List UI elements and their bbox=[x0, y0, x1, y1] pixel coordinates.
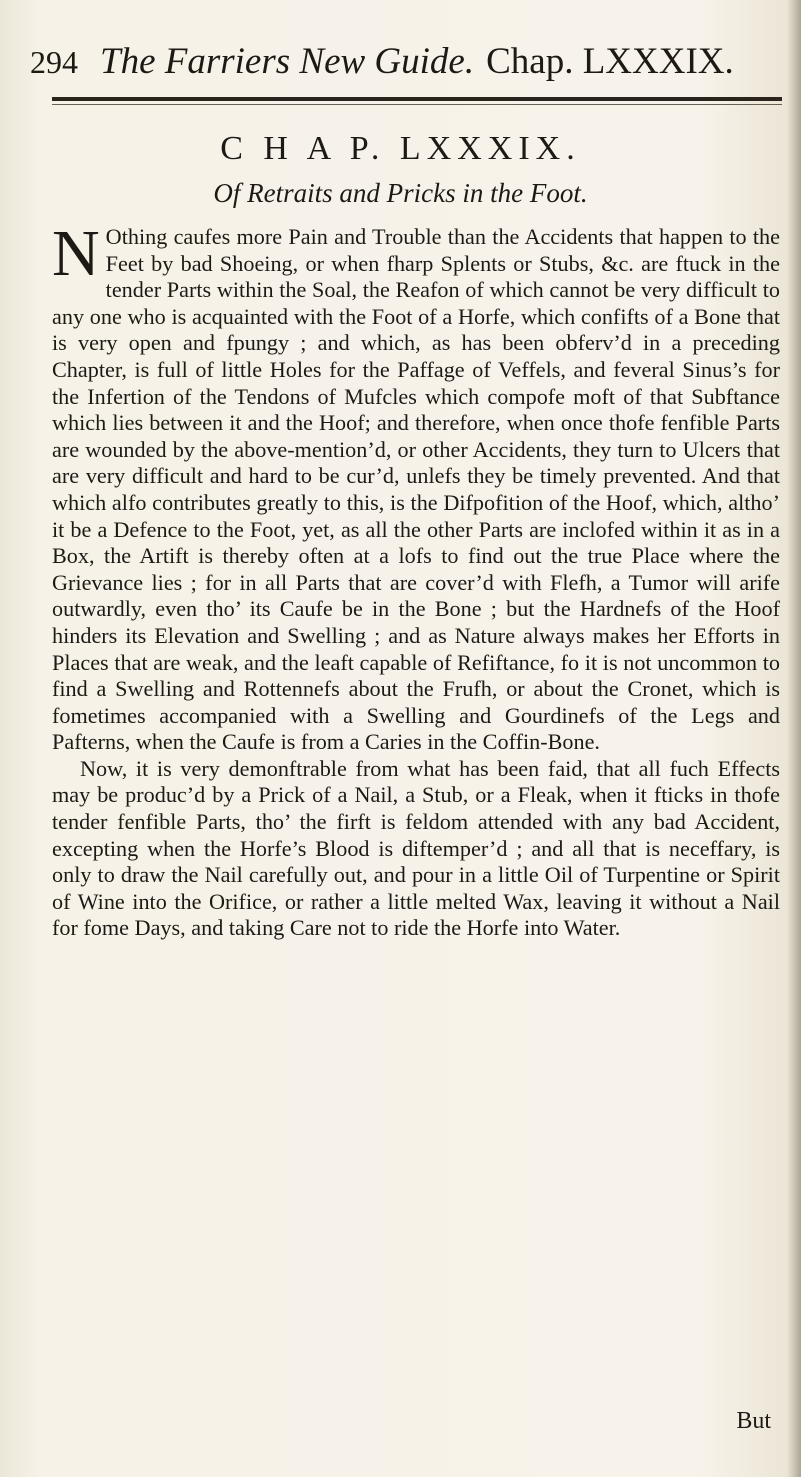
chapter-subtitle: Of Retraits and Pricks in the Foot. bbox=[213, 178, 588, 208]
chapter-heading: C H A P. LXXXIX. bbox=[220, 130, 581, 167]
paragraph: Now, it is very demonftrable from what has been faid, that all fuch Effects may be produc’d by a Prick of a Nail, a Stub, or a Fleak, when it fticks in thofe tender fenfible Parts, tho’ the firft is feldom attended with any bad Accident, excepting when the Horfe’s Blood is diftemper’d ; and all that is neceffary, is only to draw the Nail carefully out, and pour in a little Oil of Turpentine or Spirit of Wine into the Orifice, or rather a little melted Wax, leaving it without a Nail for fome Days, and taking Care not to ride the Horfe into Water. bbox=[52, 755, 780, 941]
body-text bbox=[52, 217, 780, 942]
page-edge-shadow bbox=[787, 0, 801, 1477]
running-head-title: The Farriers New Guide. bbox=[100, 41, 475, 82]
catchword: But bbox=[736, 1408, 771, 1434]
page-number: 294 bbox=[30, 44, 78, 80]
running-head-chapter: Chap. LXXXIX. bbox=[486, 41, 734, 82]
header-rule bbox=[52, 97, 782, 101]
header-rule-thin bbox=[52, 104, 782, 105]
paragraph: NOthing caufes more Pain and Trouble than the Accidents that happen to the Feet by bad Shoeing, or when fharp Splents or Stubs, &c. are ftuck in the tender Parts within the Soal, the Reafon of which cannot be very difficult to any one who is acquainted with the Foot of a Horfe, which confifts of a Bone that is very open and fpungy ; and which, as has been obferv’d in a preceding Chapter, is full of little Holes for the Paffage of Veffels, and feveral Sinus’s for the Infertion of the Tendons of Mufcles which compofe moft of that Subftance which lies between it and the Hoof; and therefore, when once thofe fenfible Parts are wounded by the above-mention’d, or other Accidents, they turn to Ulcers that are very difficult and hard to be cur’d, unlefs they be timely prevented. And that which alfo contributes greatly to this, is the Difpofition of the Hoof, which, altho’ it be a Defence to the Foot, yet, as all the other Parts are inclofed within it as in a Box, the Artift is thereby often at a lofs to find out the true Place where the Grievance lies ; for in all Parts that are cover’d with Flefh, a Tumor will arife outwardly, even tho’ its Caufe be in the Bone ; but the Hardnefs of the Hoof hinders its Elevation and Swelling ; and as Nature always makes her Efforts in Places that are weak, and the leaft capable of Refiftance, fo it is not uncommon to find a Swelling and Rottennefs about the Frufh, or about the Cronet, which is fometimes accompanied with a Swelling and Gourdinefs of the Legs and Pafterns, when the Caufe is from a Caries in the Coffin-Bone. bbox=[52, 217, 780, 755]
running-head bbox=[30, 40, 790, 100]
